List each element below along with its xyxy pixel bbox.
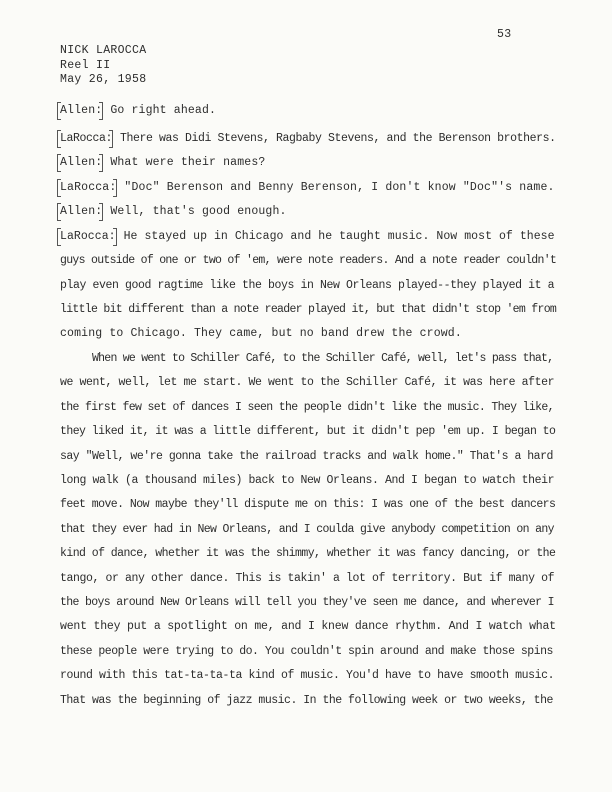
paragraph-first-line: When we went to Schiller Café, to the Schiller Café, well, let's pass that, [92,352,554,365]
body-line: went they put a spotlight on me, and I knew dance rhythm. And I watch what [60,620,556,633]
dialogue-line [60,205,287,218]
dialogue-text: Well, that's good enough. [110,205,287,218]
body-line: play even good ragtime like the boys in New Orleans played--they played it a [60,279,555,292]
speaker-label: Allen: [60,205,103,218]
body-line: long walk (a thousand miles) back to New Orleans. And I began to watch their [60,474,555,487]
dialogue-text: There was Didi Stevens, Ragbaby Stevens, and the Berenson brothers. [120,132,556,145]
dialogue-line [60,230,555,243]
body-line: coming to Chicago. They came, but no band drew the crowd. [60,327,462,340]
body-line: the boys around New Orleans will tell you they've seen me dance, and wherever I [60,596,554,609]
dialogue-text: He stayed up in Chicago and he taught music. Now most of these [123,230,555,243]
dialogue-line [60,156,265,169]
body-line: That was the beginning of jazz music. In the following week or two weeks, the [60,694,553,707]
body-line: say "Well, we're gonna take the railroad tracks and walk home." That's a hard [60,450,553,463]
speaker-label: LaRocca: [60,230,116,243]
body-line: the first few set of dances I seen the people didn't like the music. They like, [60,401,554,414]
dialogue-line [60,181,555,194]
body-line: feet move. Now maybe they'll dispute me on this: I was one of the best dancers [60,498,556,511]
speaker-label: LaRocca: [60,181,117,194]
body-line: little bit different than a note reader played it, but that didn't stop 'em from [60,303,557,316]
body-line: kind of dance, whether it was the shimmy, whether it was fancy dancing, or the [60,547,556,560]
speaker-label: Allen: [60,104,103,117]
speaker-label: Allen: [60,156,103,169]
dialogue-text: What were their names? [110,156,266,169]
body-line: that they ever had in New Orleans, and I coulda give anybody competition on any [60,523,554,536]
body-line: they liked it, it was a little different, but it didn't pep 'em up. I began to [60,425,556,438]
dialogue-line [60,132,556,145]
page-number: 53 [497,28,512,41]
body-line: round with this tat-ta-ta-ta kind of music. You'd have to have smooth music. [60,669,555,682]
speaker-label: LaRocca: [60,132,113,145]
body-line: these people were trying to do. You couldn't spin around and make those spins [60,645,553,658]
reel-label: Reel II [60,58,111,72]
transcript-header [60,44,146,88]
interview-date: May 26, 1958 [60,73,147,86]
body-line: tango, or any other dance. This is takin' a lot of territory. But if many of [60,572,555,585]
body-line: guys outside of one or two of 'em, were note readers. And a note reader couldn't [60,254,557,267]
dialogue-text: Go right ahead. [110,104,217,117]
interviewee-name: NICK LAROCCA [60,44,147,57]
body-line: we went, well, let me start. We went to the Schiller Café, it was here after [60,376,555,389]
dialogue-line [60,104,216,117]
dialogue-text: "Doc" Berenson and Benny Berenson, I don't know "Doc"'s name. [124,181,555,194]
